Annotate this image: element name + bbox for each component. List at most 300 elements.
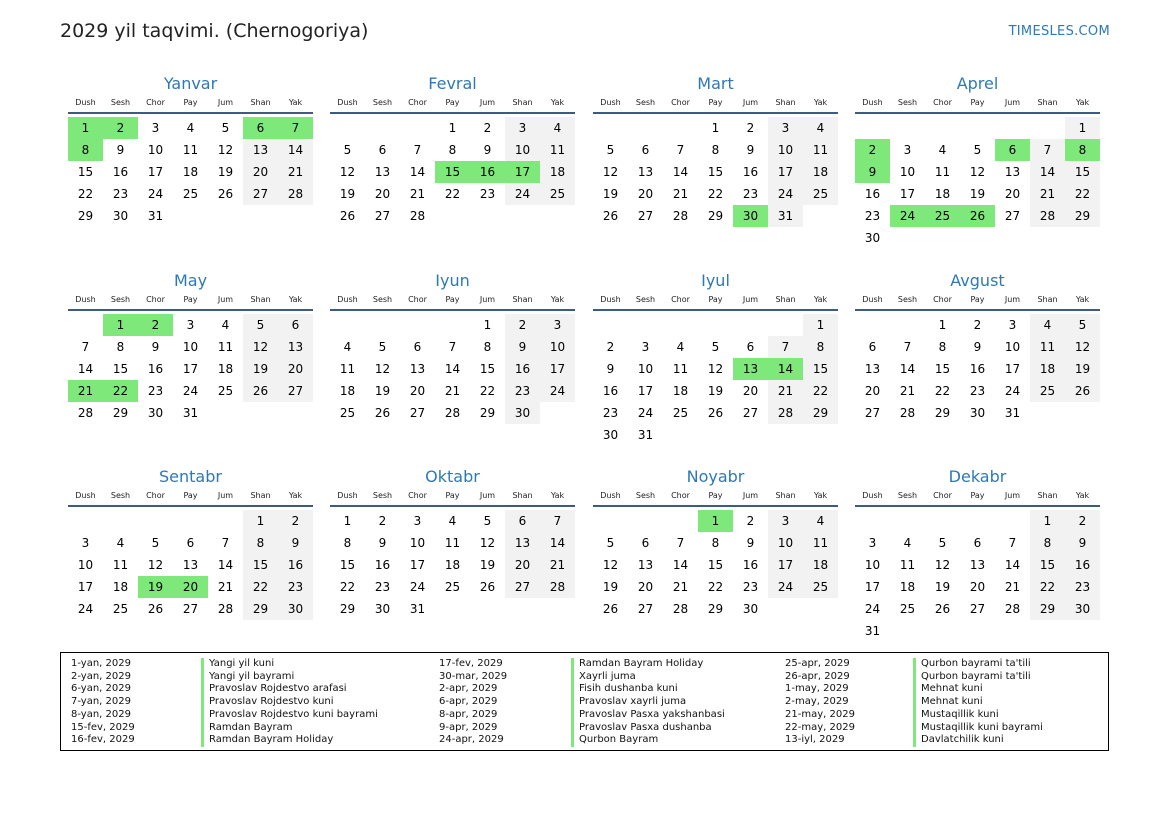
calendar-day: 15 xyxy=(479,362,496,376)
calendar-day: 12 xyxy=(243,336,278,358)
holiday-date: 22-may, 2029 xyxy=(785,721,855,733)
calendar-day: 5 xyxy=(243,314,278,336)
holiday-day: 13 xyxy=(733,358,768,380)
weekday-label: Sesh xyxy=(897,491,918,500)
calendar-day: 27 xyxy=(864,406,881,420)
weekday-label: Dush xyxy=(862,295,883,304)
calendar-day: 27 xyxy=(278,380,313,402)
weekday-label: Pay xyxy=(970,295,985,304)
calendar-day: 15 xyxy=(1030,554,1065,576)
weekday-label: Yak xyxy=(1075,295,1090,304)
calendar-day: 1 xyxy=(711,121,720,135)
empty-cell xyxy=(68,510,103,532)
month-mart xyxy=(593,72,838,227)
calendar-day: 28 xyxy=(217,602,234,616)
weekday-label: Shan xyxy=(775,491,796,500)
holiday-date: 6-yan, 2029 xyxy=(71,683,131,695)
weekday-header xyxy=(68,293,313,311)
calendar-day: 3 xyxy=(1008,318,1017,332)
holiday-name: Pravoslav Pasxa yakshanbasi xyxy=(571,709,725,722)
calendar-day: 15 xyxy=(707,558,724,572)
calendar-day: 22 xyxy=(339,580,356,594)
holiday-day: 7 xyxy=(278,117,313,139)
calendar-day: 31 xyxy=(768,205,803,227)
calendar-day: 13 xyxy=(409,362,426,376)
calendar-day: 18 xyxy=(217,362,234,376)
calendar-day: 14 xyxy=(1004,558,1021,572)
calendar-day: 12 xyxy=(602,558,619,572)
month-name: Avgust xyxy=(950,271,1005,290)
calendar-day: 8 xyxy=(711,536,720,550)
calendar-day: 19 xyxy=(934,580,951,594)
calendar-day: 29 xyxy=(479,406,496,420)
calendar-day: 2 xyxy=(278,510,313,532)
calendar-day: 31 xyxy=(864,624,881,638)
calendar-day: 10 xyxy=(1004,340,1021,354)
holiday-name: Ramdan Bayram xyxy=(201,722,378,735)
calendar-day: 6 xyxy=(378,143,387,157)
calendar-day: 16 xyxy=(742,165,759,179)
month-name: Iyul xyxy=(701,271,730,290)
calendar-day: 8 xyxy=(243,532,278,554)
calendar-day: 6 xyxy=(641,536,650,550)
month-noyabr xyxy=(593,465,838,620)
holiday-day: 22 xyxy=(103,380,138,402)
holiday-day: 24 xyxy=(890,205,925,227)
calendar-day: 5 xyxy=(483,514,492,528)
calendar-day: 20 xyxy=(864,384,881,398)
holiday-name: Yangi yil kuni xyxy=(201,658,378,671)
weekday-label: Dush xyxy=(600,491,621,500)
calendar-day: 24 xyxy=(505,183,540,205)
calendar-day: 22 xyxy=(707,187,724,201)
weekday-label: Yak xyxy=(550,491,565,500)
calendar-day: 22 xyxy=(934,384,951,398)
calendar-day: 10 xyxy=(768,139,803,161)
calendar-day: 2 xyxy=(746,514,755,528)
weekday-header xyxy=(855,293,1100,311)
calendar-day: 3 xyxy=(768,117,803,139)
weekday-header xyxy=(330,96,575,114)
empty-cell xyxy=(330,314,365,336)
calendar-day: 20 xyxy=(243,161,278,183)
calendar-day: 16 xyxy=(1065,554,1100,576)
weekday-label: Pay xyxy=(445,491,460,500)
calendar-day: 17 xyxy=(182,362,199,376)
calendar-day: 23 xyxy=(864,209,881,223)
holiday-day: 16 xyxy=(470,161,505,183)
calendar-day: 11 xyxy=(803,139,838,161)
empty-cell xyxy=(208,510,243,532)
calendar-day: 8 xyxy=(938,340,947,354)
calendar-day: 10 xyxy=(864,558,881,572)
calendar-day: 22 xyxy=(707,580,724,594)
weekday-label: Chor xyxy=(671,491,690,500)
month-name: Fevral xyxy=(428,74,477,93)
calendar-day: 29 xyxy=(1030,598,1065,620)
calendar-day: 3 xyxy=(868,536,877,550)
calendar-day: 31 xyxy=(182,406,199,420)
calendar-day: 20 xyxy=(409,384,426,398)
calendar-day: 29 xyxy=(1065,205,1100,227)
empty-cell xyxy=(995,510,1030,532)
weekday-header xyxy=(593,96,838,114)
calendar-day: 28 xyxy=(1004,602,1021,616)
calendar-day: 2 xyxy=(378,514,387,528)
empty-cell xyxy=(890,510,925,532)
calendar-day: 21 xyxy=(1004,580,1021,594)
weekday-label: Shan xyxy=(512,98,533,107)
calendar-day: 19 xyxy=(374,384,391,398)
calendar-day: 15 xyxy=(707,165,724,179)
holiday-day: 1 xyxy=(68,117,103,139)
calendar-day: 15 xyxy=(934,362,951,376)
weekday-label: Sesh xyxy=(372,491,393,500)
calendar-day: 28 xyxy=(540,576,575,598)
month-name: Mart xyxy=(697,74,734,93)
calendar-day: 23 xyxy=(1065,576,1100,598)
calendar-day: 27 xyxy=(505,576,540,598)
calendar-day: 29 xyxy=(803,402,838,424)
calendar-day: 5 xyxy=(221,121,230,135)
calendar-day: 27 xyxy=(637,209,654,223)
calendar-day: 3 xyxy=(768,510,803,532)
calendar-day: 21 xyxy=(899,384,916,398)
calendar-day: 15 xyxy=(339,558,356,572)
weekday-label: Yak xyxy=(550,98,565,107)
calendar-day: 4 xyxy=(803,117,838,139)
calendar-day: 17 xyxy=(864,580,881,594)
calendar-day: 18 xyxy=(934,187,951,201)
weekday-header xyxy=(330,293,575,311)
holiday-dates-column xyxy=(439,658,507,747)
holiday-day: 9 xyxy=(855,161,890,183)
empty-cell xyxy=(68,314,103,336)
holiday-date: 15-fev, 2029 xyxy=(71,721,135,733)
weekday-label: Pay xyxy=(183,98,198,107)
month-iyun xyxy=(330,269,575,424)
page-title: 2029 yil taqvimi. (Chernogoriya) xyxy=(60,20,369,42)
calendar-day: 10 xyxy=(505,139,540,161)
empty-cell xyxy=(663,510,698,532)
calendar-day: 1 xyxy=(343,514,352,528)
calendar-day: 2 xyxy=(973,318,982,332)
weekday-label: Sesh xyxy=(897,295,918,304)
calendar-day: 17 xyxy=(147,165,164,179)
calendar-day: 14 xyxy=(217,558,234,572)
calendar-day: 10 xyxy=(540,336,575,358)
calendar-day: 19 xyxy=(339,187,356,201)
weekday-label: Jum xyxy=(1004,295,1021,304)
weekday-label: Sesh xyxy=(635,295,656,304)
calendar-day: 22 xyxy=(1065,183,1100,205)
calendar-day: 26 xyxy=(243,380,278,402)
month-fevral xyxy=(330,72,575,227)
holiday-day: 8 xyxy=(68,139,103,161)
calendar-day: 9 xyxy=(483,143,492,157)
calendar-day: 15 xyxy=(77,165,94,179)
calendar-day: 30 xyxy=(969,406,986,420)
month-sentabr xyxy=(68,465,313,620)
calendar-day: 3 xyxy=(641,340,650,354)
empty-cell xyxy=(960,510,995,532)
weekday-label: Jum xyxy=(479,491,496,500)
calendar-day: 31 xyxy=(637,428,654,442)
calendar-day: 24 xyxy=(1004,384,1021,398)
calendar-day: 28 xyxy=(672,602,689,616)
holiday-name: Qurbon bayrami ta'tili xyxy=(913,658,1043,671)
empty-cell xyxy=(400,314,435,336)
calendar-day: 28 xyxy=(899,406,916,420)
empty-cell xyxy=(698,314,733,336)
calendar-day: 13 xyxy=(505,532,540,554)
weekday-label: Jum xyxy=(479,295,496,304)
empty-cell xyxy=(768,314,803,336)
calendar-day: 5 xyxy=(938,536,947,550)
holiday-name: Qurbon Bayram xyxy=(571,734,725,747)
empty-cell xyxy=(330,117,365,139)
weekday-label: Yak xyxy=(288,98,303,107)
holiday-dates-column xyxy=(785,658,855,747)
calendar-day: 23 xyxy=(479,187,496,201)
calendar-day: 16 xyxy=(742,558,759,572)
calendar-day: 4 xyxy=(540,117,575,139)
calendar-day: 19 xyxy=(243,358,278,380)
weekday-label: Shan xyxy=(250,98,271,107)
calendar-day: 5 xyxy=(1065,314,1100,336)
weekday-label: Dush xyxy=(75,295,96,304)
holiday-day: 21 xyxy=(68,380,103,402)
calendar-day: 26 xyxy=(934,602,951,616)
empty-cell xyxy=(960,117,995,139)
month-name: Noyabr xyxy=(686,467,745,486)
calendar-day: 12 xyxy=(374,362,391,376)
calendar-day: 23 xyxy=(969,384,986,398)
calendar-day: 16 xyxy=(112,165,129,179)
calendar-day: 2 xyxy=(483,121,492,135)
calendar-day: 16 xyxy=(602,384,619,398)
calendar-day: 2 xyxy=(606,340,615,354)
calendar-day: 7 xyxy=(903,340,912,354)
calendar-day: 26 xyxy=(602,602,619,616)
calendar-day: 8 xyxy=(1030,532,1065,554)
holiday-day: 30 xyxy=(733,205,768,227)
calendar-day: 25 xyxy=(444,580,461,594)
calendar-day: 12 xyxy=(217,143,234,157)
calendar-day: 6 xyxy=(973,536,982,550)
calendar-day: 3 xyxy=(903,143,912,157)
calendar-day: 6 xyxy=(868,340,877,354)
month-oktabr xyxy=(330,465,575,620)
weekday-label: Yak xyxy=(813,98,828,107)
calendar-day: 25 xyxy=(803,576,838,598)
weekday-label: Shan xyxy=(512,295,533,304)
calendar-day: 10 xyxy=(409,536,426,550)
holiday-name: Ramdan Bayram Holiday xyxy=(201,734,378,747)
holiday-date: 8-yan, 2029 xyxy=(71,708,131,720)
weekday-label: Shan xyxy=(1037,98,1058,107)
weekday-label: Jum xyxy=(217,491,234,500)
calendar-day: 21 xyxy=(1030,183,1065,205)
empty-cell xyxy=(855,314,890,336)
calendar-day: 14 xyxy=(899,362,916,376)
weekday-label: Shan xyxy=(250,295,271,304)
calendar-day: 18 xyxy=(540,161,575,183)
holiday-day: 8 xyxy=(1065,139,1100,161)
calendar-day: 1 xyxy=(803,314,838,336)
calendar-day: 18 xyxy=(1030,358,1065,380)
holiday-names-column xyxy=(913,658,1043,747)
calendar-day: 8 xyxy=(711,143,720,157)
calendar-day: 10 xyxy=(637,362,654,376)
weekday-label: Shan xyxy=(250,491,271,500)
calendar-day: 22 xyxy=(803,380,838,402)
calendar-day: 9 xyxy=(278,532,313,554)
calendar-day: 5 xyxy=(973,143,982,157)
day-grid xyxy=(68,114,313,227)
calendar-day: 7 xyxy=(676,143,685,157)
holiday-name: Pravoslav Rojdestvo kuni xyxy=(201,696,378,709)
calendar-day: 2 xyxy=(1065,510,1100,532)
holiday-date: 24-apr, 2029 xyxy=(439,734,504,746)
calendar-day: 2 xyxy=(746,121,755,135)
weekday-label: Sesh xyxy=(897,98,918,107)
holiday-date: 7-yan, 2029 xyxy=(71,696,131,708)
weekday-label: Jum xyxy=(1004,491,1021,500)
day-grid xyxy=(593,507,838,620)
month-aprel xyxy=(855,72,1100,249)
calendar-day: 13 xyxy=(969,558,986,572)
calendar-day: 19 xyxy=(1065,358,1100,380)
weekday-label: Chor xyxy=(933,491,952,500)
calendar-day: 23 xyxy=(278,576,313,598)
weekday-label: Sesh xyxy=(110,98,131,107)
calendar-day: 23 xyxy=(112,187,129,201)
weekday-label: Dush xyxy=(862,491,883,500)
calendar-day: 14 xyxy=(540,532,575,554)
calendar-day: 28 xyxy=(1030,205,1065,227)
calendar-day: 28 xyxy=(768,402,803,424)
holiday-dates-column xyxy=(71,658,135,747)
calendar-day: 25 xyxy=(112,602,129,616)
calendar-day: 24 xyxy=(864,602,881,616)
weekday-label: Jum xyxy=(217,98,234,107)
weekday-label: Chor xyxy=(671,98,690,107)
calendar-day: 23 xyxy=(742,580,759,594)
weekday-label: Chor xyxy=(933,295,952,304)
calendar-day: 31 xyxy=(147,209,164,223)
calendar-day: 11 xyxy=(934,165,951,179)
calendar-day: 11 xyxy=(217,340,234,354)
weekday-header xyxy=(68,96,313,114)
month-may xyxy=(68,269,313,424)
holiday-name: Pravoslav Rojdestvo arafasi xyxy=(201,683,378,696)
calendar-day: 20 xyxy=(505,554,540,576)
weekday-label: Dush xyxy=(600,98,621,107)
calendar-day: 27 xyxy=(969,602,986,616)
calendar-day: 30 xyxy=(864,231,881,245)
calendar-day: 22 xyxy=(243,576,278,598)
weekday-label: Jum xyxy=(742,98,759,107)
holiday-date: 13-iyl, 2029 xyxy=(785,734,845,746)
calendar-day: 29 xyxy=(243,598,278,620)
weekday-label: Yak xyxy=(288,295,303,304)
holiday-date: 17-fev, 2029 xyxy=(439,658,503,669)
calendar-day: 16 xyxy=(864,187,881,201)
calendar-day: 9 xyxy=(746,536,755,550)
calendar-day: 19 xyxy=(602,187,619,201)
empty-cell xyxy=(365,314,400,336)
empty-cell xyxy=(733,314,768,336)
calendar-day: 7 xyxy=(768,336,803,358)
holiday-name: Xayrli juma xyxy=(571,671,725,684)
weekday-header xyxy=(593,489,838,507)
calendar-day: 27 xyxy=(182,602,199,616)
month-iyul xyxy=(593,269,838,446)
weekday-label: Dush xyxy=(337,491,358,500)
day-grid xyxy=(593,311,838,446)
calendar-day: 19 xyxy=(602,580,619,594)
calendar-day: 23 xyxy=(505,380,540,402)
holiday-date: 30-mar, 2029 xyxy=(439,670,508,682)
month-avgust xyxy=(855,269,1100,424)
calendar-day: 26 xyxy=(217,187,234,201)
calendar-day: 6 xyxy=(505,510,540,532)
calendar-day: 27 xyxy=(374,209,391,223)
calendar-day: 20 xyxy=(1004,187,1021,201)
calendar-day: 2 xyxy=(505,314,540,336)
calendar-day: 5 xyxy=(711,340,720,354)
calendar-day: 24 xyxy=(768,576,803,598)
calendar-day: 18 xyxy=(803,554,838,576)
calendar-day: 4 xyxy=(938,143,947,157)
calendar-day: 26 xyxy=(479,580,496,594)
holiday-day: 1 xyxy=(698,510,733,532)
holiday-day: 6 xyxy=(995,139,1030,161)
weekday-label: Dush xyxy=(862,98,883,107)
calendar-day: 30 xyxy=(112,209,129,223)
empty-cell xyxy=(890,314,925,336)
holiday-names-column xyxy=(571,658,725,747)
holiday-day: 20 xyxy=(173,576,208,598)
weekday-label: Sesh xyxy=(372,295,393,304)
holiday-day: 14 xyxy=(768,358,803,380)
weekday-label: Yak xyxy=(813,295,828,304)
calendar-day: 4 xyxy=(186,121,195,135)
brand-link[interactable]: TIMESLES.COM xyxy=(1008,24,1110,39)
weekday-label: Pay xyxy=(708,295,723,304)
calendar-day: 12 xyxy=(602,165,619,179)
weekday-header xyxy=(855,489,1100,507)
calendar-day: 11 xyxy=(112,558,129,572)
weekday-label: Jum xyxy=(1004,98,1021,107)
weekday-label: Chor xyxy=(408,491,427,500)
calendar-day: 30 xyxy=(147,406,164,420)
calendar-day: 11 xyxy=(339,362,356,376)
holiday-date: 6-apr, 2029 xyxy=(439,696,498,708)
calendar-day: 3 xyxy=(413,514,422,528)
calendar-day: 28 xyxy=(444,406,461,420)
empty-cell xyxy=(925,510,960,532)
calendar-day: 12 xyxy=(479,536,496,550)
day-grid xyxy=(330,114,575,227)
weekday-label: Sesh xyxy=(635,491,656,500)
calendar-day: 27 xyxy=(637,602,654,616)
weekday-label: Dush xyxy=(337,98,358,107)
calendar-day: 21 xyxy=(444,384,461,398)
weekday-label: Chor xyxy=(146,491,165,500)
holiday-date: 25-apr, 2029 xyxy=(785,658,850,669)
